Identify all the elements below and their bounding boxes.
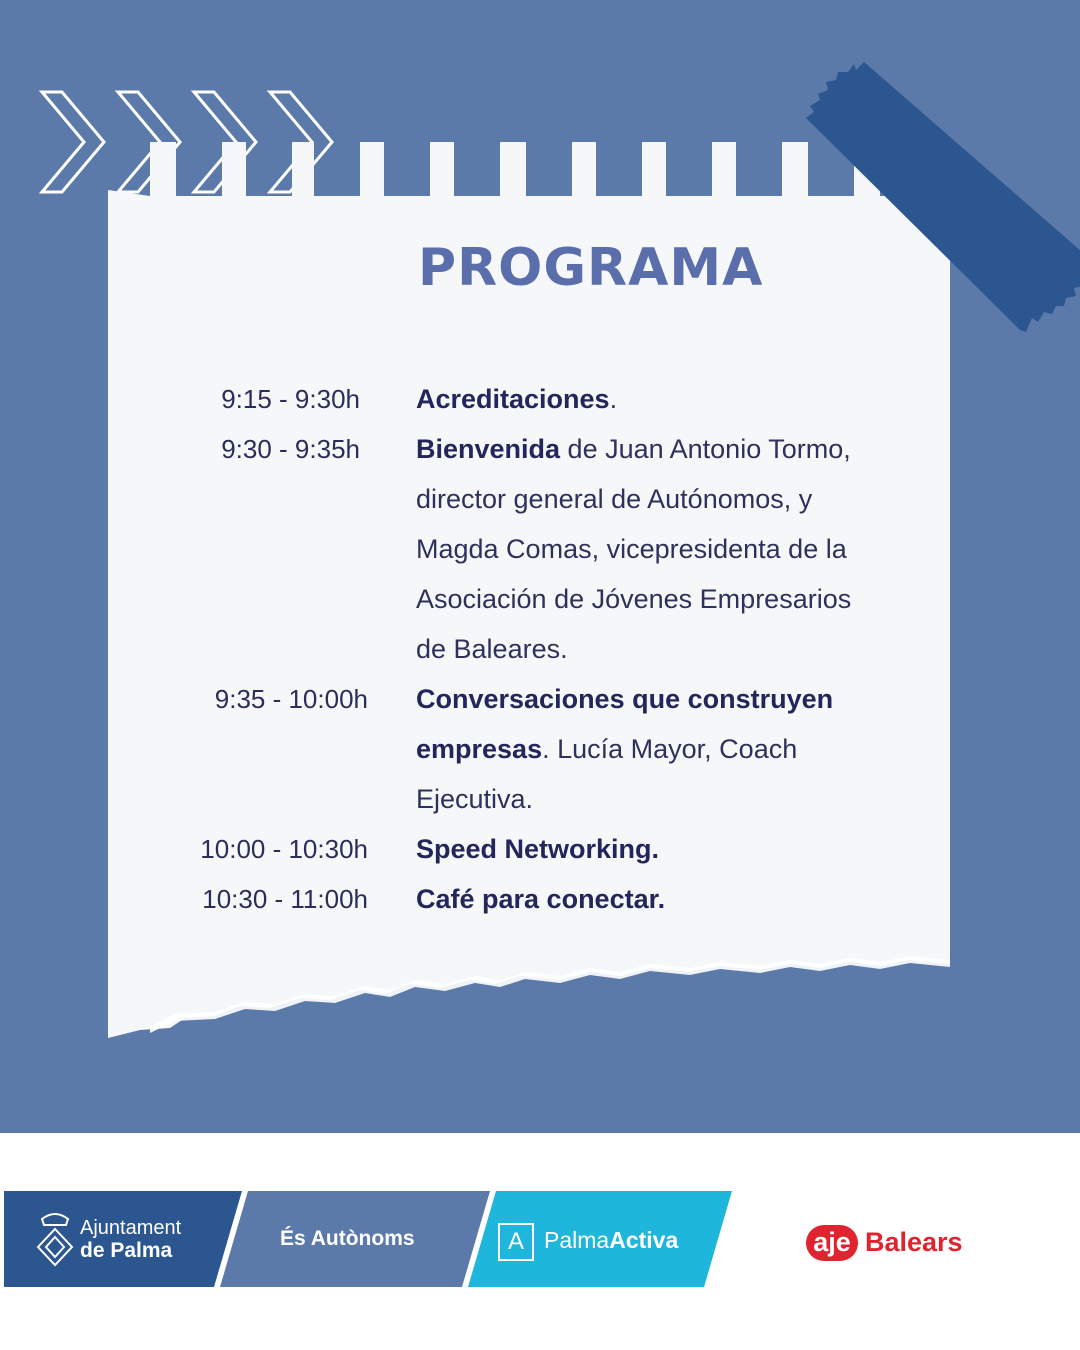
footer: [0, 1133, 1080, 1350]
schedule-item-text: de Juan Antonio Tormo,: [560, 434, 851, 464]
schedule-time: 9:15 - 9:30h: [221, 384, 360, 414]
schedule-item: [416, 424, 936, 674]
aje-logo: aje: [806, 1225, 858, 1261]
schedule-item-text: Magda Comas, vicepresidenta de la: [416, 534, 847, 564]
palmaactiva-logo-icon: A: [498, 1223, 534, 1261]
es-autonoms-label: És Autònoms: [280, 1227, 415, 1250]
palma-crest-icon: [36, 1211, 74, 1269]
schedule-item-title: Bienvenida: [416, 434, 561, 464]
schedule-item-text: director general de Autónomos, y: [416, 484, 813, 514]
tape-strip: [800, 60, 1080, 350]
schedule-item: [416, 874, 916, 924]
schedule-time: 9:35 - 10:00h: [214, 684, 368, 714]
schedule-item-text: de Baleares.: [416, 634, 568, 664]
schedule-item-title: Speed Networking.: [416, 834, 660, 864]
schedule-item-title: empresas: [416, 734, 543, 764]
schedule-time: 10:30 - 11:00h: [202, 884, 368, 914]
palmaactiva-label: [544, 1227, 678, 1254]
schedule-item-text: .: [609, 384, 618, 414]
schedule-item-title: Acreditaciones: [416, 384, 610, 414]
schedule-item-title: Café para conectar.: [416, 884, 666, 914]
page-title: PROGRAMA: [418, 238, 764, 298]
schedule-item: [416, 674, 916, 824]
de-palma-label: de Palma: [80, 1239, 173, 1262]
ajuntament-label: Ajuntament: [80, 1217, 182, 1239]
schedule-item: [416, 374, 916, 424]
schedule-item-text: Asociación de Jóvenes Empresarios: [416, 584, 852, 614]
activa-text: Activa: [609, 1227, 679, 1253]
schedule-item-text: Ejecutiva.: [416, 784, 534, 814]
schedule-item-title: Conversaciones que construyen: [416, 684, 834, 714]
schedule-time: 9:30 - 9:35h: [221, 434, 360, 464]
aje-balears-label: Balears: [865, 1227, 963, 1257]
schedule-time: 10:00 - 10:30h: [200, 834, 368, 864]
schedule-item: [416, 824, 916, 874]
palma-text: Palma: [544, 1227, 610, 1253]
schedule-item-text: . Lucía Mayor, Coach: [542, 734, 798, 764]
